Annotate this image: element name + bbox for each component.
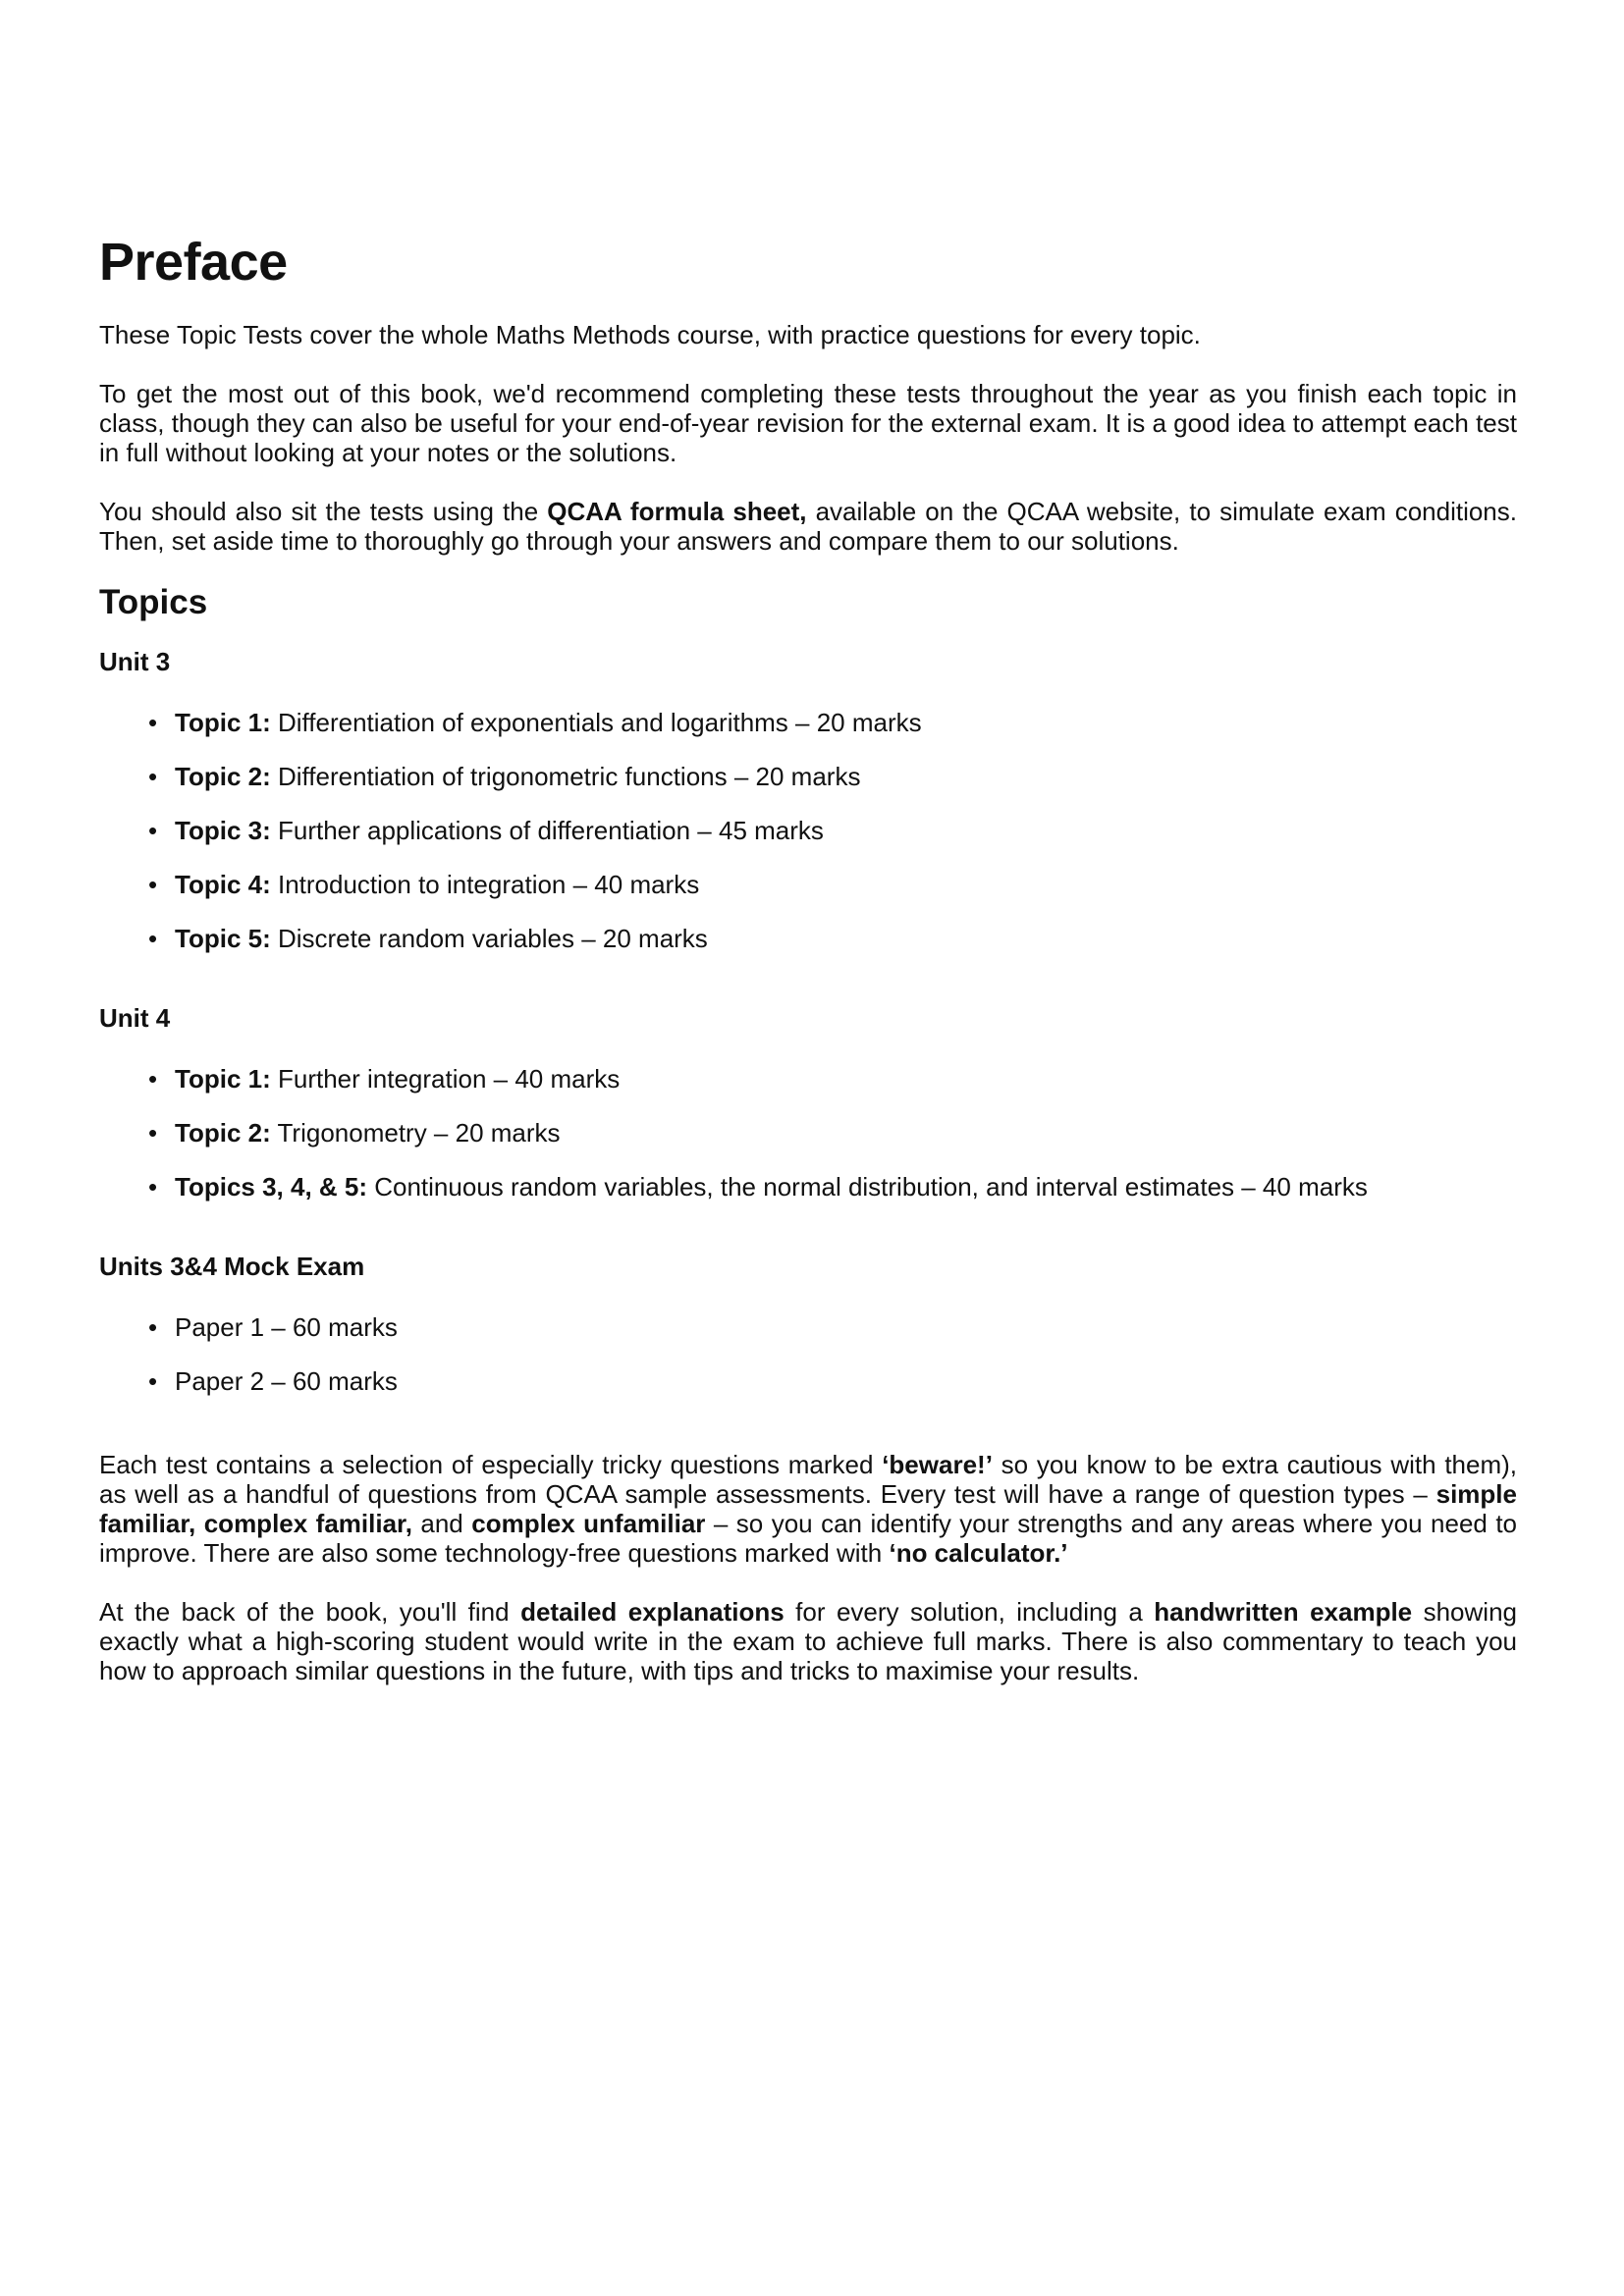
topic-list [99, 1064, 1517, 1201]
list-item [148, 1312, 1517, 1342]
paper-text: Paper 2 – 60 marks [175, 1366, 398, 1396]
beware-emphasis: ‘beware!’ [882, 1450, 993, 1479]
question-types-emphasis: simple familiar, complex familiar, [99, 1479, 1517, 1538]
topic-label: Topic 1: [175, 708, 271, 737]
bullet-icon: • [148, 1366, 158, 1396]
formula-text-before: You should also sit the tests using the [99, 497, 548, 526]
no-calculator-emphasis: ‘no calculator.’ [889, 1538, 1068, 1568]
list-item [148, 924, 1517, 953]
bullet-icon: • [148, 816, 158, 845]
list-item [148, 708, 1517, 737]
list-item [148, 1064, 1517, 1094]
list-item [148, 870, 1517, 899]
formula-text-after: available on the QCAA website, to simulate exam conditions. Then, set aside time to thoroughly go through your answers and compare them to our solutions. [99, 497, 1517, 556]
paper-list [99, 1312, 1517, 1396]
list-item [148, 816, 1517, 845]
tricky-questions-paragraph [99, 1450, 1517, 1568]
mock-exam-section [99, 1254, 1517, 1396]
topic-list [99, 708, 1517, 953]
topic-text: Discrete random variables – 20 marks [270, 924, 708, 953]
topic-text: Continuous random variables, the normal distribution, and interval estimates – 40 marks [367, 1172, 1368, 1201]
topic-text: Differentiation of trigonometric functions – 20 marks [270, 762, 861, 791]
paragraph-text: Each test contains a selection of especially tricky questions marked [99, 1450, 883, 1479]
paragraph-text: – so you can identify your strengths and any areas where you need to improve. There are also some technology-free questions marked with [99, 1509, 1518, 1568]
paragraph-text: for every solution, including a [784, 1597, 1155, 1627]
list-item [148, 1118, 1517, 1148]
preface-page [99, 233, 1518, 1715]
formula-sheet-paragraph [99, 497, 1517, 556]
topic-text: Further applications of differentiation – 45 marks [270, 816, 824, 845]
complex-unfamiliar-emphasis: complex unfamiliar [471, 1509, 706, 1538]
topic-label: Topic 2: [175, 762, 271, 791]
topic-text: Differentiation of exponentials and logarithms – 20 marks [270, 708, 922, 737]
unit-3-section [99, 649, 1517, 953]
bullet-icon: • [148, 870, 158, 899]
unit-heading: Units 3&4 Mock Exam [99, 1252, 365, 1281]
solutions-paragraph [99, 1597, 1517, 1685]
recommend-paragraph: To get the most out of this book, we'd recommend completing these tests throughout the year as you finish each topic in class, though they can also be useful for your end-of-year revision for the external exam. It is a good idea to attempt each test in full without looking at your notes or the solutions. [99, 379, 1517, 467]
bullet-icon: • [148, 1172, 158, 1201]
bullet-icon: • [148, 1064, 158, 1094]
paragraph-text: showing exactly what a high-scoring student would write in the exam to achieve full marks. There is also commentary to teach you how to approach similar questions in the future, with tips and tricks to maximise your results. [99, 1597, 1517, 1685]
paragraph-text: so you know to be extra cautious with them), as well as a handful of questions from QCAA sample assessments. Every test will have a range of question types – [99, 1450, 1518, 1509]
topic-label: Topic 3: [175, 816, 271, 845]
topic-text: Trigonometry – 20 marks [270, 1118, 561, 1148]
topic-label: Topic 2: [175, 1118, 271, 1148]
formula-sheet-emphasis: QCAA formula sheet, [547, 497, 807, 526]
topic-text: Further integration – 40 marks [270, 1064, 621, 1094]
list-item [148, 1366, 1517, 1396]
topic-label: Topic 1: [175, 1064, 271, 1094]
topic-label: Topic 5: [175, 924, 271, 953]
paper-text: Paper 1 – 60 marks [175, 1312, 398, 1342]
topic-text: Introduction to integration – 40 marks [270, 870, 700, 899]
page-title: Preface [99, 233, 288, 292]
topic-label: Topic 4: [175, 870, 271, 899]
list-item [148, 1172, 1517, 1201]
list-item [148, 762, 1517, 791]
unit-heading: Unit 3 [99, 647, 171, 676]
topics-heading: Topics [99, 583, 208, 621]
detailed-explanations-emphasis: detailed explanations [520, 1597, 785, 1627]
bullet-icon: • [148, 762, 158, 791]
paragraph-text: At the back of the book, you'll find [99, 1597, 521, 1627]
bullet-icon: • [148, 708, 158, 737]
bullet-icon: • [148, 924, 158, 953]
unit-4-section [99, 1005, 1517, 1201]
bullet-icon: • [148, 1312, 158, 1342]
topic-label: Topics 3, 4, & 5: [175, 1172, 368, 1201]
unit-heading: Unit 4 [99, 1003, 171, 1033]
intro-paragraph: These Topic Tests cover the whole Maths Methods course, with practice questions for every topic. [99, 320, 1201, 349]
handwritten-example-emphasis: handwritten example [1154, 1597, 1413, 1627]
bullet-icon: • [148, 1118, 158, 1148]
paragraph-text: and [411, 1509, 472, 1538]
